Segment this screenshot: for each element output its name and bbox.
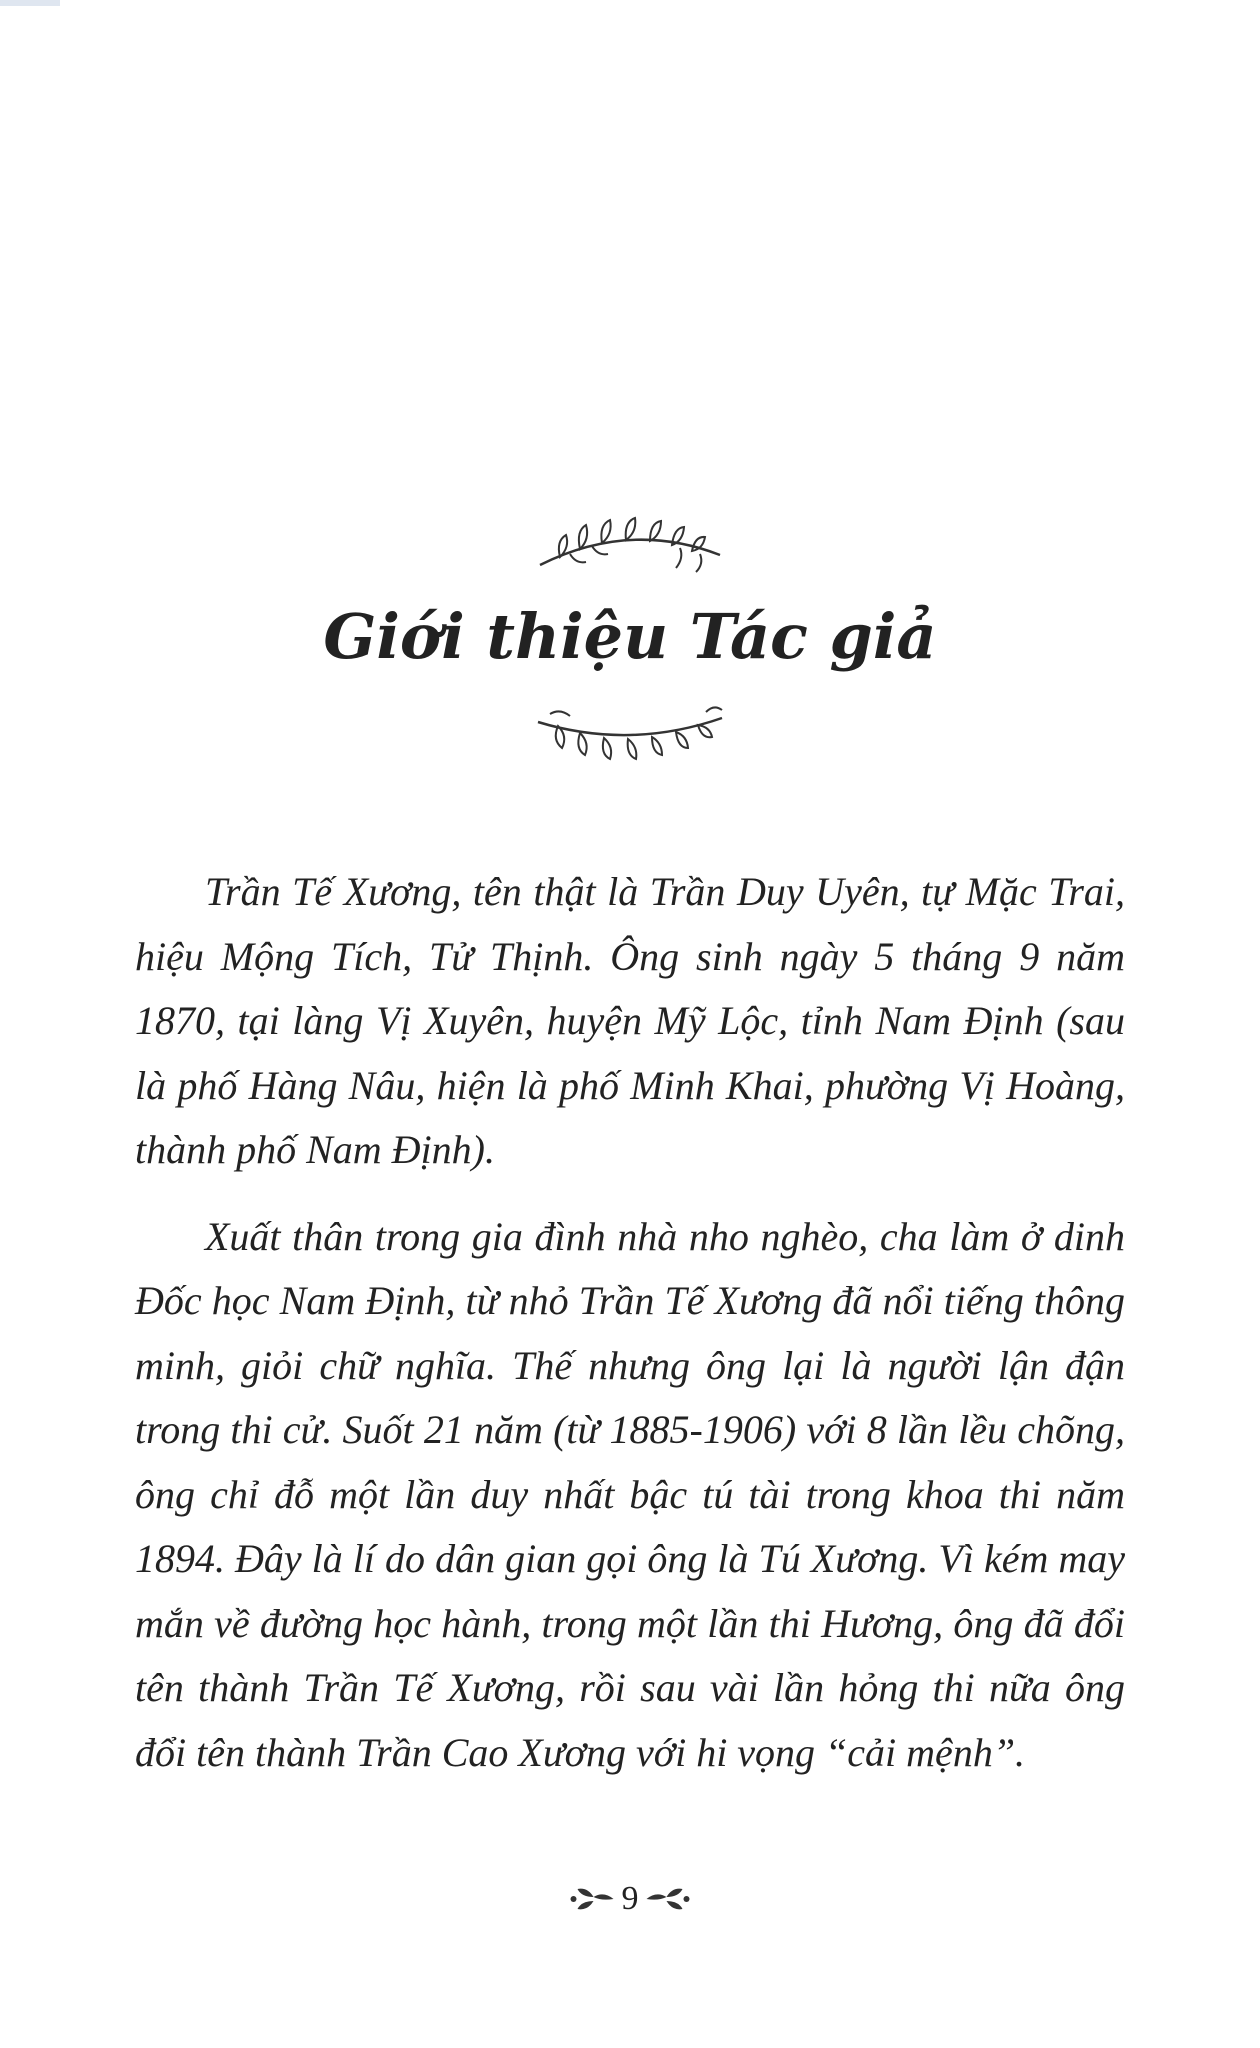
flourish-right-icon <box>645 1884 693 1914</box>
body-text <box>135 860 1125 1807</box>
paragraph: Xuất thân trong gia đình nhà nho nghèo, cha làm ở dinh Đốc học Nam Định, từ nhỏ Trần Tế Xương đã nổi tiếng thông minh, giỏi chữ nghĩa. Thế nhưng ông lại là người lận đận trong thi cử. Suốt 21 năm (từ 1885-1906) với 8 lần lều chõng, ông chỉ đỗ một lần duy nhất bậc tú tài trong khoa thi năm 1894. Đây là lí do dân gian gọi ông là Tú Xương. Vì kém may mắn về đường học hành, trong một lần thi Hương, ông đã đổi tên thành Trần Tế Xương, rồi sau vài lần hỏng thi nữa ông đổi tên thành Trần Cao Xương với hi vọng “cải mệnh”. <box>135 1213 1125 1775</box>
leaf-branch-bottom-icon <box>530 700 730 770</box>
leaf-branch-top-icon <box>530 510 730 580</box>
flourish-left-icon <box>568 1884 616 1914</box>
scan-edge-mark <box>0 0 60 6</box>
paragraph: Trần Tế Xương, tên thật là Trần Duy Uyên, tự Mặc Trai, hiệu Mộng Tích, Tử Thịnh. Ông sinh ngày 5 tháng 9 năm 1870, tại làng Vị Xuyên, huyện Mỹ Lộc, tỉnh Nam Định (sau là phố Hàng Nâu, hiện là phố Minh Khai, phường Vị Hoàng, thành phố Nam Định). <box>135 869 1125 1172</box>
page-number: 9 <box>621 1880 639 1917</box>
page-number-footer <box>568 1880 693 1918</box>
chapter-title: Giới thiệu Tác giả <box>323 600 937 673</box>
